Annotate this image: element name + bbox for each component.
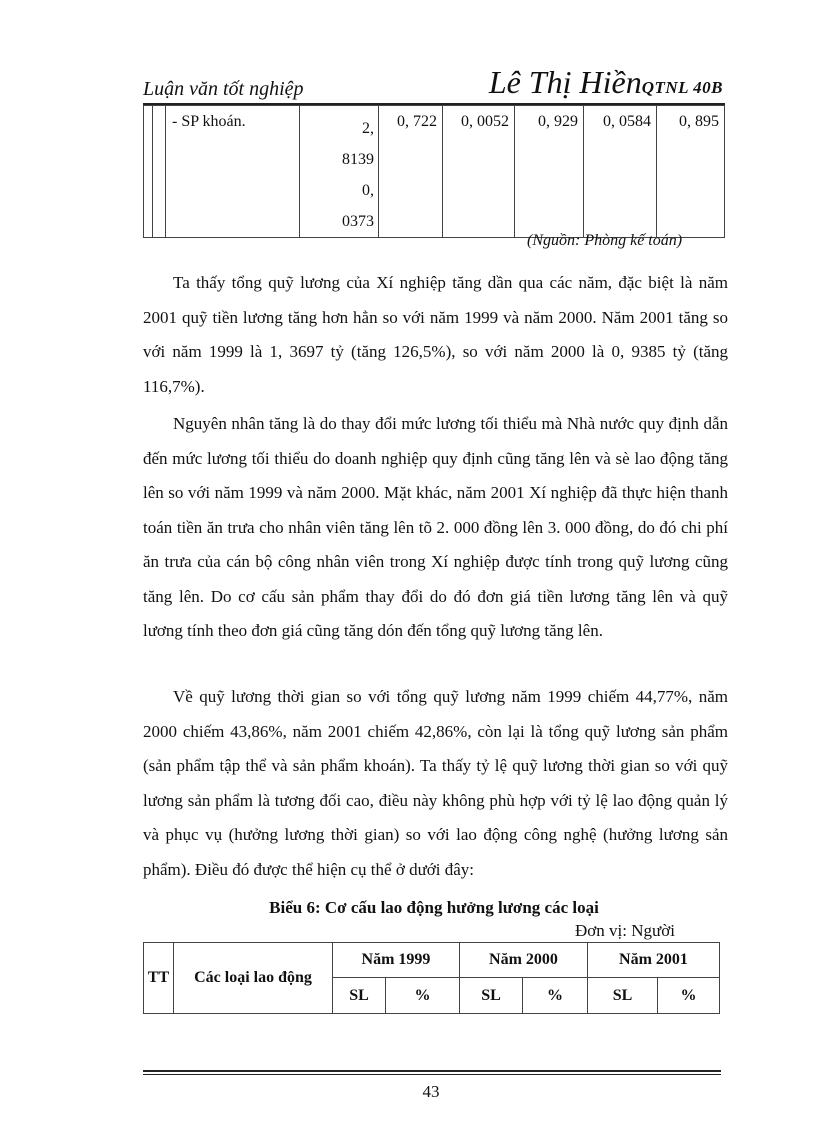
sl-header: SL xyxy=(588,978,658,1014)
paragraph-text: Về quỹ lương thời gian so với tổng quỹ lương năm 1999 chiếm 44,77%, năm 2000 chiếm 43,86%, năm 2001 chiếm 42,86%, còn lại là tổng quỹ lương sản phẩm (sản phẩm tập thể và sản phẩm khoán). Ta thấy tỷ lệ quỹ lương thời gian so với quỹ lương sản phẩm là tương đối cao, điều này không phù hợp với tỷ lệ lao động quản lý và phục vụ (hưởng lương thời gian) so với lao động công nghệ (hưởng lương sản phẩm). Điều đó được thể hiện cụ thể ở dưới đây: xyxy=(143,687,728,879)
year-header: Năm 1999 xyxy=(333,943,460,978)
year-header: Năm 2001 xyxy=(588,943,720,978)
value-line: 0, xyxy=(362,182,374,199)
footer-rule xyxy=(143,1070,721,1072)
source-note: (Nguồn: Phòng kế toán) xyxy=(527,232,683,249)
year-header: Năm 2000 xyxy=(460,943,588,978)
table-caption: Biểu 6: Cơ cấu lao động hưởng lương các loại xyxy=(269,898,599,917)
value-cell: 0, 0052 xyxy=(443,106,515,238)
table-cell xyxy=(153,106,166,238)
paragraph-text: Nguyên nhân tăng là do thay đổi mức lương tối thiểu mà Nhà nước quy định dẫn đến mức lương tối thiểu do doanh nghiệp quy định cũng tăng lên và sè lao động tăng lên so với năm 1999 và năm 2000. Mặt khác, năm 2001 Xí nghiệp đã thực hiện thanh toán tiền ăn trưa cho nhân viên tăng lên tõ 2. 000 đồng lên 3. 000 đồng, do đó chi phí ăn trưa của cán bộ công nhân viên trong Xí nghiệp được tính trong quỹ lương cũng tăng lên. Do cơ cấu sản phẩm thay đổi do đó đơn giá tiền lương tăng lên và quỹ lương tính theo đơn giá cũng tăng dón đến tổng quỹ lương tăng lên. xyxy=(143,414,728,640)
value-cell: 0, 929 xyxy=(515,106,584,238)
sl-header: SL xyxy=(460,978,523,1014)
header-class-tag: QTNL 40B xyxy=(641,78,723,97)
value-cell: 0, 0584 xyxy=(584,106,657,238)
table-row xyxy=(144,106,725,238)
table-unit: Đơn vị: Người xyxy=(575,921,675,940)
continued-table-fragment xyxy=(143,105,725,238)
pct-header: % xyxy=(658,978,720,1014)
sl-header: SL xyxy=(333,978,386,1014)
paragraph-3 xyxy=(143,680,728,887)
row-label-cell: - SP khoán. xyxy=(166,106,300,238)
pct-header: % xyxy=(386,978,460,1014)
value-line: 2, xyxy=(362,120,374,137)
header-author xyxy=(489,64,723,101)
header-author-name: Lê Thị Hiền xyxy=(488,64,642,100)
col-type-header: Các loại lao động xyxy=(174,943,333,1014)
pct-header: % xyxy=(523,978,588,1014)
paragraph-1 xyxy=(143,266,728,404)
paragraph-text: Ta thấy tổng quỹ lương của Xí nghiệp tăng dần qua các năm, đặc biệt là năm 2001 quỹ tiền lương tăng hơn hẳn so với năm 1999 và năm 2000. Năm 2001 tăng so với năm 1999 là 1, 3697 tỷ (tăng 126,5%), so với năm 2000 là 0, 9385 tỷ (tăng 116,7%). xyxy=(143,273,728,396)
value-cell xyxy=(300,106,379,238)
header-thesis-label: Luận văn tốt nghiệp xyxy=(143,78,304,100)
value-cell: 0, 722 xyxy=(379,106,443,238)
value-line: 0373 xyxy=(342,213,374,230)
col-tt-header: TT xyxy=(144,943,174,1014)
table-header-row xyxy=(144,943,720,978)
value-line: 8139 xyxy=(342,151,374,168)
value-cell: 0, 895 xyxy=(657,106,725,238)
paragraph-2 xyxy=(143,407,728,649)
table-cell xyxy=(144,106,153,238)
footer-rule-thin xyxy=(143,1074,721,1075)
page-number: 43 xyxy=(422,1082,440,1101)
labor-structure-table xyxy=(143,942,720,1014)
running-header xyxy=(143,64,723,104)
